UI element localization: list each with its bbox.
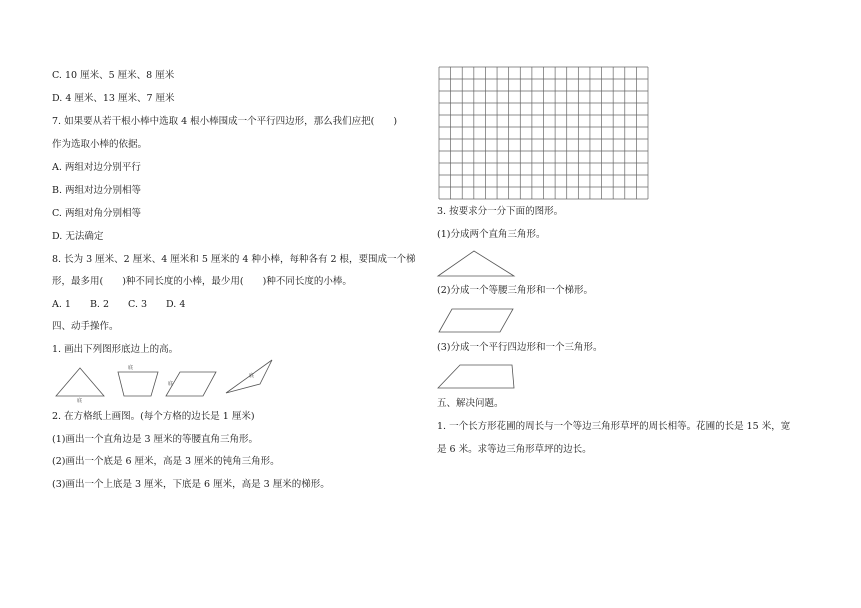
task3-item2: (2)分成一个等腰三角形和一个梯形。	[437, 285, 593, 296]
task2-item3: (3)画出一个上底是 3 厘米，下底是 6 厘米，高是 3 厘米的梯形。	[52, 479, 330, 490]
triangle-to-divide	[438, 251, 514, 276]
q7-option-c: C. 两组对角分别相等	[52, 208, 141, 219]
section-four-heading: 四、动手操作。	[52, 321, 119, 332]
base-label: 底	[77, 398, 83, 404]
parallelogram-to-divide	[439, 309, 513, 332]
task2-item2: (2)画出一个底是 6 厘米，高是 3 厘米的钝角三角形。	[52, 456, 280, 467]
q7-stem-line1: 7. 如果要从若干根小棒中选取 4 根小棒围成一个平行四边形，那么我们应把( )	[52, 116, 398, 127]
q6-option-d: D. 4 厘米、13 厘米、7 厘米	[52, 93, 175, 104]
section-five-heading: 五、解决问题。	[437, 398, 504, 409]
trapezoid-to-divide	[438, 365, 514, 388]
task1-heading: 1. 画出下列图形底边上的高。	[52, 344, 179, 355]
q8-options: A. 1 B. 2 C. 3 D. 4	[52, 299, 186, 310]
base-label: 底	[128, 365, 134, 371]
problem1-line1: 1. 一个长方形花圃的周长与一个等边三角形草坪的周长相等。花圃的长是 15 米，宽	[437, 421, 791, 432]
q7-stem-line2: 作为选取小棒的依据。	[52, 139, 148, 150]
task2-heading: 2. 在方格纸上画图。(每个方格的边长是 1 厘米)	[52, 411, 255, 422]
task3-item1: (1)分成两个直角三角形。	[437, 229, 546, 240]
q7-option-a: A. 两组对边分别平行	[52, 162, 141, 173]
task2-item1: (1)画出一个直角边是 3 厘米的等腰直角三角形。	[52, 434, 259, 445]
q7-option-d: D. 无法确定	[52, 231, 104, 242]
base-label: 底	[168, 381, 174, 387]
q8-stem-line2: 形，最多用( )种不同长度的小棒，最少用( )种不同长度的小棒。	[52, 276, 352, 287]
problem1-line2: 是 6 米。求等边三角形草坪的边长。	[437, 444, 592, 455]
task3-heading: 3. 按要求分一分下面的图形。	[437, 206, 564, 217]
base-label: 底	[249, 373, 255, 379]
task3-item3: (3)分成一个平行四边形和一个三角形。	[437, 342, 603, 353]
q6-option-c: C. 10 厘米、5 厘米、8 厘米	[52, 70, 175, 81]
q8-stem-line1: 8. 长为 3 厘米、2 厘米、4 厘米和 5 厘米的 4 种小棒，每种各有 2 根，要围成一个梯	[52, 254, 416, 265]
q7-option-b: B. 两组对边分别相等	[52, 185, 142, 196]
